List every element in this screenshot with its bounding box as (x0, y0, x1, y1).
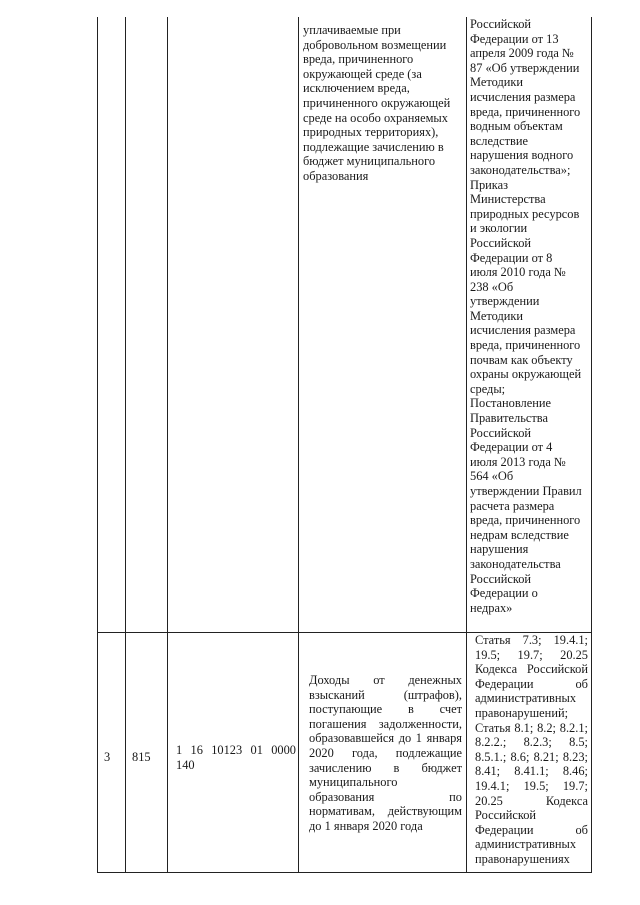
text-line: нарушения водного (470, 148, 574, 163)
text-line: 87 «Об утверждении (470, 60, 580, 75)
text-line: утверждении Правил (470, 484, 582, 498)
text-line: вследствие (470, 133, 528, 148)
text-line: Статья 7.3; 19.4.1; (475, 633, 588, 647)
text-line: Федерации об (475, 676, 588, 691)
text-line: Федерации от 4 (470, 440, 553, 455)
text-line: утверждении (470, 294, 540, 309)
text-line: Российской (470, 235, 532, 250)
text-line: вреда, причиненного (470, 338, 581, 353)
text-line: Постановление (470, 396, 551, 411)
text-line: Федерации об (475, 822, 588, 837)
row2-kbk-code (176, 743, 296, 772)
kbk-line-1: 1 16 10123 01 0000 (176, 743, 296, 757)
text-line: исчисления размера (470, 89, 576, 104)
text-line: уплачиваемые при (303, 23, 401, 37)
text-line: Российской (470, 17, 532, 31)
text-line: образования (303, 168, 369, 183)
text-line: Методики (470, 75, 524, 90)
table-border-left (97, 17, 98, 873)
text-line: взысканий (штрафов), (309, 687, 462, 702)
text-line: исчисления размера (470, 323, 576, 338)
text-line: зачислению в бюджет (309, 760, 462, 775)
row1-legal-basis (470, 17, 588, 615)
text-line: законодательства (470, 556, 561, 571)
text-line: 19.4.1; 19.5; 19.7; (475, 778, 588, 793)
column-divider-3 (298, 17, 299, 873)
text-line: образования по (309, 789, 462, 804)
text-line: Приказ (470, 177, 509, 192)
table-border-bottom (97, 872, 592, 873)
text-line: недрам вследствие (470, 527, 569, 542)
text-line: природных ресурсов (470, 206, 580, 221)
text-line: 19.5; 19.7; 20.25 (475, 647, 588, 662)
text-line: водным объектам (470, 119, 563, 134)
text-line: 20.25 Кодекса (475, 793, 588, 808)
text-line: Российской (470, 425, 532, 440)
text-line: 564 «Об (470, 469, 514, 484)
column-divider-1 (125, 17, 126, 873)
text-line: Федерации от 8 (470, 250, 553, 265)
text-line: 8.41; 8.41.1; 8.46; (475, 764, 588, 779)
text-line: добровольном возмещении (303, 37, 447, 52)
text-line: июля 2013 года № (470, 454, 566, 469)
text-line: Правительства (470, 411, 548, 426)
text-line: исключением вреда, (303, 81, 410, 96)
text-line: Методики (470, 308, 524, 323)
text-line: образовавшейся до 1 января (309, 731, 462, 746)
text-line: вреда, причиненного (470, 513, 581, 528)
text-line: Министерства (470, 192, 546, 207)
text-line: до 1 января 2020 года (309, 818, 423, 833)
column-divider-2 (167, 17, 168, 873)
kbk-line-2: 140 (176, 757, 195, 772)
text-line: Федерации от 13 (470, 31, 559, 46)
text-line: нормативам, действующим (309, 804, 462, 819)
text-line: 238 «Об (470, 279, 514, 294)
text-line: бюджет муниципального (303, 154, 436, 169)
row1-description (303, 23, 461, 184)
text-line: Российской (475, 808, 537, 823)
table-border-right (591, 17, 592, 873)
text-line: административных (475, 837, 577, 852)
text-line: административных (475, 691, 577, 706)
row2-legal-basis (475, 633, 588, 867)
text-line: Федерации о (470, 586, 538, 601)
text-line: и экологии (470, 221, 528, 236)
text-line: охраны окружающей (470, 367, 582, 382)
text-line: Статья 8.1; 8.2; 8.2.1; (475, 720, 588, 735)
row2-admin-code: 815 (132, 750, 151, 764)
text-line: природных территориях), (303, 125, 439, 140)
text-line: недрах» (470, 600, 513, 615)
text-line: нарушения (470, 542, 529, 557)
text-line: окружающей среде (за (303, 66, 422, 81)
text-line: апреля 2009 года № (470, 46, 574, 61)
text-line: правонарушений; (475, 705, 569, 720)
text-line: 8.2.2.; 8.2.3; 8.5; (475, 735, 588, 750)
row2-description (309, 673, 462, 834)
text-line: Кодекса Российской (475, 662, 588, 677)
text-line: причиненного окружающей (303, 95, 451, 110)
text-line: расчета размера (470, 498, 555, 513)
text-line: вреда, причиненного (470, 104, 581, 119)
text-line: 8.5.1.; 8.6; 8.21; 8.23; (475, 749, 588, 764)
text-line: 2020 года, подлежащие (309, 745, 462, 760)
text-line: поступающие в счет (309, 702, 462, 717)
text-line: среде на особо охраняемых (303, 110, 448, 125)
text-line: Доходы от денежных (309, 673, 462, 687)
row2-number: 3 (104, 750, 111, 764)
text-line: правонарушениях (475, 851, 570, 866)
text-line: Российской (470, 571, 532, 586)
text-line: почвам как объекту (470, 352, 573, 367)
text-line: подлежащие зачислению в (303, 139, 444, 154)
text-line: июля 2010 года № (470, 265, 566, 280)
text-line: законодательства»; (470, 162, 571, 177)
text-line: среды; (470, 381, 506, 396)
text-line: муниципального (309, 775, 398, 790)
text-line: погашения задолженности, (309, 716, 462, 731)
column-divider-4 (466, 17, 467, 873)
text-line: вреда, причиненного (303, 52, 414, 67)
